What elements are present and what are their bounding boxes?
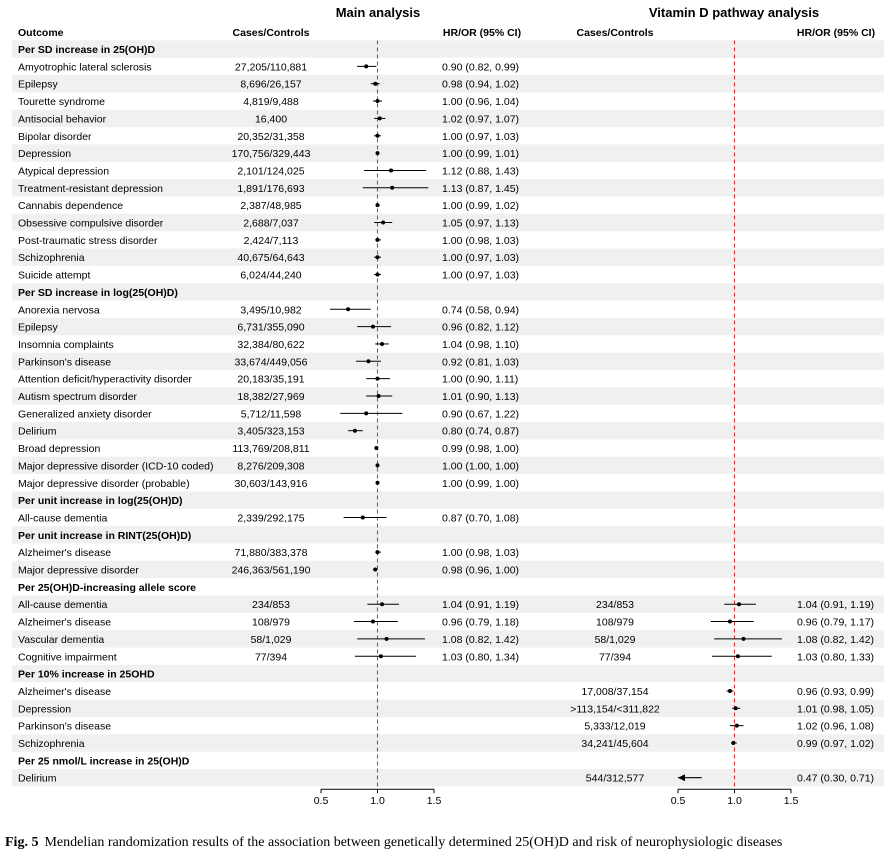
group-header: Per unit increase in log(25(OH)D) bbox=[18, 495, 183, 508]
main-point-estimate bbox=[377, 394, 381, 398]
main-point-estimate bbox=[380, 602, 384, 606]
main-ci-mark bbox=[354, 620, 398, 624]
main-cases-controls: 77/394 bbox=[254, 651, 288, 664]
figure-label: Fig. 5 bbox=[5, 835, 39, 850]
main-cases-controls: 20,352/31,358 bbox=[237, 130, 305, 143]
main-ci-mark bbox=[364, 168, 426, 172]
main-point-estimate bbox=[376, 151, 380, 155]
vitd-hr-column-header: HR/OR (95% CI) bbox=[796, 27, 876, 39]
main-hr-or-ci: 1.00 (0.97, 1.03) bbox=[442, 252, 520, 265]
main-point-estimate bbox=[374, 446, 378, 450]
main-hr-or-ci: 0.98 (0.96, 1.00) bbox=[442, 564, 520, 577]
main-cases-controls: 2,688/7,037 bbox=[243, 217, 299, 230]
outcome-label: Tourette syndrome bbox=[18, 96, 105, 109]
main-hr-or-ci: 1.01 (0.90, 1.13) bbox=[442, 391, 520, 403]
main-cases-controls: 234/853 bbox=[252, 599, 290, 612]
outcome-label: Delirium bbox=[18, 772, 57, 785]
main-cases-controls: 170,756/329,443 bbox=[231, 148, 311, 161]
outcome-label: Amyotrophic lateral sclerosis bbox=[18, 61, 152, 74]
main-point-estimate bbox=[371, 325, 375, 329]
outcome-label: Parkinson's disease bbox=[18, 356, 112, 369]
main-point-estimate bbox=[389, 168, 393, 172]
main-cases-controls: 8,696/26,157 bbox=[240, 78, 302, 91]
vitd-x-tick-label: 1.5 bbox=[783, 795, 799, 808]
main-point-estimate bbox=[373, 568, 377, 572]
main-analysis-title: Main analysis bbox=[335, 5, 421, 20]
main-hr-or-ci: 0.87 (0.70, 1.08) bbox=[442, 512, 520, 525]
vitd-cases-column-header: Cases/Controls bbox=[576, 27, 654, 39]
vitd-point-estimate bbox=[735, 724, 739, 728]
vitd-cases-controls: 17,008/37,154 bbox=[581, 685, 649, 698]
main-hr-or-ci: 1.00 (1.00, 1.00) bbox=[442, 460, 520, 473]
main-cases-controls: 20,183/35,191 bbox=[237, 373, 305, 386]
group-header: Per SD increase in 25(OH)D bbox=[18, 44, 156, 56]
vitd-hr-or-ci: 0.47 (0.30, 0.71) bbox=[797, 772, 875, 785]
main-cases-controls: 33,674/449,056 bbox=[234, 356, 308, 369]
main-ci-mark bbox=[375, 238, 381, 242]
main-cases-controls: 40,675/64,643 bbox=[237, 252, 305, 265]
main-point-estimate bbox=[376, 203, 380, 207]
outcome-label: Bipolar disorder bbox=[18, 130, 92, 143]
vitd-cases-controls: 544/312,577 bbox=[585, 772, 645, 785]
main-ci-mark bbox=[376, 481, 380, 485]
outcome-label: All-cause dementia bbox=[18, 599, 108, 612]
group-header: Per SD increase in log(25(OH)D) bbox=[18, 286, 178, 299]
main-point-estimate bbox=[376, 134, 380, 138]
vitd-point-estimate bbox=[728, 689, 732, 693]
main-hr-or-ci: 0.96 (0.79, 1.18) bbox=[442, 616, 520, 629]
main-hr-or-ci: 0.96 (0.82, 1.12) bbox=[442, 321, 520, 334]
vitd-hr-or-ci: 0.96 (0.93, 0.99) bbox=[797, 685, 875, 698]
main-point-estimate bbox=[361, 515, 365, 519]
main-cases-controls: 58/1,029 bbox=[250, 633, 292, 646]
main-cases-controls: 2,339/292,175 bbox=[237, 512, 305, 525]
main-hr-or-ci: 1.03 (0.80, 1.34) bbox=[442, 651, 520, 664]
main-hr-or-ci: 1.00 (0.99, 1.00) bbox=[442, 477, 520, 490]
outcome-label: Suicide attempt bbox=[18, 269, 91, 282]
vitd-x-tick-label: 1.0 bbox=[727, 795, 742, 808]
main-hr-or-ci: 1.00 (0.98, 1.03) bbox=[442, 234, 520, 247]
group-header: Per 25 nmol/L increase in 25(OH)D bbox=[18, 755, 190, 768]
main-hr-or-ci: 1.00 (0.99, 1.02) bbox=[442, 200, 520, 213]
shaded-row-band bbox=[12, 734, 884, 751]
outcome-label: Parkinson's disease bbox=[18, 720, 112, 733]
main-cases-column-header: Cases/Controls bbox=[232, 27, 310, 39]
outcome-label: Epilepsy bbox=[18, 78, 58, 91]
vitd-hr-or-ci: 1.04 (0.91, 1.19) bbox=[797, 599, 875, 612]
outcome-label: Antisocial behavior bbox=[18, 113, 107, 126]
outcome-label: Schizophrenia bbox=[18, 252, 85, 265]
main-hr-or-ci: 0.80 (0.74, 0.87) bbox=[442, 425, 520, 438]
shaded-row-band bbox=[12, 769, 884, 786]
outcome-label: Insomnia complaints bbox=[18, 338, 114, 351]
main-ci-mark bbox=[366, 377, 390, 381]
outcome-label: Treatment-resistant depression bbox=[18, 182, 163, 195]
main-point-estimate bbox=[366, 359, 370, 363]
main-cases-controls: 71,880/383,378 bbox=[234, 547, 308, 560]
main-ci-mark bbox=[357, 64, 376, 68]
main-cases-controls: 4,819/9,488 bbox=[243, 96, 299, 109]
outcome-label: Broad depression bbox=[18, 443, 101, 456]
outcome-label: Alzheimer's disease bbox=[18, 685, 112, 698]
outcome-label: Generalized anxiety disorder bbox=[18, 408, 152, 421]
main-hr-or-ci: 1.00 (0.97, 1.03) bbox=[442, 130, 520, 143]
main-hr-or-ci: 0.74 (0.58, 0.94) bbox=[442, 304, 520, 317]
main-cases-controls: 113,769/208,811 bbox=[232, 443, 310, 456]
main-ci-mark bbox=[376, 151, 380, 155]
main-ci-mark bbox=[374, 446, 378, 450]
vitd-cases-controls: 108/979 bbox=[596, 616, 634, 629]
outcome-label: Vascular dementia bbox=[18, 633, 105, 646]
figure-caption bbox=[5, 835, 885, 851]
outcome-label: Cannabis dependence bbox=[18, 200, 124, 213]
main-hr-or-ci: 0.98 (0.94, 1.02) bbox=[442, 78, 520, 91]
main-hr-or-ci: 1.00 (0.99, 1.01) bbox=[442, 148, 520, 161]
main-cases-controls: 6,024/44,240 bbox=[240, 269, 302, 282]
vitd-hr-or-ci: 0.99 (0.97, 1.02) bbox=[797, 738, 875, 750]
vitd-hr-or-ci: 0.96 (0.79, 1.17) bbox=[797, 616, 875, 629]
vitd-cases-controls: 58/1,029 bbox=[594, 633, 636, 646]
main-point-estimate bbox=[376, 377, 380, 381]
vitd-cases-controls: 77/394 bbox=[598, 651, 632, 664]
main-hr-or-ci: 0.90 (0.82, 0.99) bbox=[442, 61, 520, 74]
outcome-label: Anorexia nervosa bbox=[18, 304, 100, 317]
main-hr-or-ci: 0.90 (0.67, 1.22) bbox=[442, 408, 520, 421]
main-cases-controls: 6,731/355,090 bbox=[237, 321, 305, 334]
main-point-estimate bbox=[390, 186, 394, 190]
main-point-estimate bbox=[376, 99, 380, 103]
main-hr-or-ci: 1.02 (0.97, 1.07) bbox=[442, 113, 520, 126]
main-hr-or-ci: 0.99 (0.98, 1.00) bbox=[442, 443, 520, 456]
main-x-tick-label: 1.0 bbox=[370, 795, 385, 808]
main-cases-controls: 3,405/323,153 bbox=[237, 425, 305, 438]
outcome-label: Post-traumatic stress disorder bbox=[18, 234, 158, 247]
vitd-point-estimate bbox=[742, 637, 746, 641]
vitd-ci-mark bbox=[730, 724, 744, 728]
main-hr-or-ci: 0.92 (0.81, 1.03) bbox=[442, 356, 520, 369]
main-hr-or-ci: 1.00 (0.98, 1.03) bbox=[442, 547, 520, 560]
group-header: Per unit increase in RINT(25(OH)D) bbox=[18, 529, 192, 542]
vitd-ci-mark bbox=[712, 654, 772, 658]
main-point-estimate bbox=[376, 273, 380, 277]
outcome-label: Epilepsy bbox=[18, 321, 58, 334]
main-cases-controls: 27,205/110,881 bbox=[234, 61, 308, 74]
outcome-label: Delirium bbox=[18, 425, 57, 438]
x-axes bbox=[314, 789, 799, 807]
group-header: Per 25(OH)D-increasing allele score bbox=[18, 581, 196, 594]
main-hr-or-ci: 1.00 (0.96, 1.04) bbox=[442, 96, 520, 109]
main-hr-or-ci: 1.00 (0.90, 1.11) bbox=[442, 373, 519, 386]
main-cases-controls: 246,363/561,190 bbox=[231, 564, 311, 577]
main-cases-controls: 30,603/143,916 bbox=[234, 477, 308, 490]
vitd-ci-mark bbox=[727, 689, 734, 693]
main-point-estimate bbox=[378, 116, 382, 120]
vitd-point-estimate bbox=[728, 620, 732, 624]
outcome-label: Cognitive impairment bbox=[18, 651, 117, 664]
main-ci-mark bbox=[373, 99, 382, 103]
main-point-estimate bbox=[364, 411, 368, 415]
main-point-estimate bbox=[380, 342, 384, 346]
vitd-hr-or-ci: 1.02 (0.96, 1.08) bbox=[797, 720, 875, 733]
vitd-ci-mark bbox=[711, 620, 754, 624]
group-header: Per 10% increase in 25OHD bbox=[18, 668, 155, 681]
main-point-estimate bbox=[353, 429, 357, 433]
vitd-x-tick-label: 0.5 bbox=[670, 795, 686, 808]
main-ci-mark bbox=[374, 273, 381, 277]
main-point-estimate bbox=[364, 64, 368, 68]
outcome-label: Obsessive compulsive disorder bbox=[18, 217, 164, 230]
outcome-label: Autism spectrum disorder bbox=[18, 391, 138, 403]
main-hr-or-ci: 1.05 (0.97, 1.13) bbox=[442, 217, 520, 230]
vitd-hr-or-ci: 1.08 (0.82, 1.42) bbox=[797, 633, 875, 646]
shaded-row-band bbox=[12, 700, 884, 717]
main-x-tick-label: 0.5 bbox=[313, 795, 329, 808]
outcome-label: Alzheimer's disease bbox=[18, 616, 112, 629]
main-point-estimate bbox=[379, 654, 383, 658]
outcome-label: Alzheimer's disease bbox=[18, 547, 112, 560]
vitd-point-estimate bbox=[736, 654, 740, 658]
main-ci-mark bbox=[374, 134, 381, 138]
main-hr-or-ci: 1.13 (0.87, 1.45) bbox=[442, 182, 520, 195]
main-x-tick-label: 1.5 bbox=[426, 795, 442, 808]
main-cases-controls: 3,495/10,982 bbox=[240, 304, 302, 317]
outcome-label: Schizophrenia bbox=[18, 738, 85, 750]
main-ci-mark bbox=[344, 515, 387, 519]
outcome-column-header: Outcome bbox=[18, 27, 64, 39]
main-cases-controls: 1,891/176,693 bbox=[237, 182, 305, 195]
main-hr-column-header: HR/OR (95% CI) bbox=[442, 27, 522, 39]
vitd-analysis-title: Vitamin D pathway analysis bbox=[648, 5, 820, 20]
main-point-estimate bbox=[373, 82, 377, 86]
outcome-label: Major depressive disorder bbox=[18, 564, 139, 577]
outcome-label: Depression bbox=[18, 703, 72, 716]
main-point-estimate bbox=[376, 550, 380, 554]
main-ci-mark bbox=[376, 203, 380, 207]
vitd-cases-controls: 34,241/45,604 bbox=[581, 738, 649, 750]
outcome-label: Depression bbox=[18, 148, 72, 161]
main-point-estimate bbox=[381, 221, 385, 225]
main-hr-or-ci: 1.04 (0.98, 1.10) bbox=[442, 338, 520, 351]
figure-caption-text: Mendelian randomization results of the association between genetically determined 25(OH)D and risk of neurophysiologic diseases bbox=[44, 835, 783, 850]
main-ci-mark bbox=[375, 550, 381, 554]
main-point-estimate bbox=[346, 307, 350, 311]
vitd-hr-or-ci: 1.03 (0.80, 1.33) bbox=[797, 651, 875, 664]
outcome-label: Major depressive disorder (ICD-10 coded) bbox=[18, 460, 214, 473]
main-cases-controls: 16,400 bbox=[254, 113, 288, 126]
main-cases-controls: 8,276/209,308 bbox=[237, 460, 305, 473]
main-point-estimate bbox=[371, 620, 375, 624]
vitd-point-estimate bbox=[737, 602, 741, 606]
main-cases-controls: 18,382/27,969 bbox=[237, 391, 305, 403]
main-cases-controls: 108/979 bbox=[252, 616, 290, 629]
vitd-cases-controls: >113,154/<311,822 bbox=[570, 703, 660, 716]
main-hr-or-ci: 1.04 (0.91, 1.19) bbox=[442, 599, 520, 612]
main-cases-controls: 2,387/48,985 bbox=[240, 200, 302, 213]
main-point-estimate bbox=[385, 637, 389, 641]
main-ci-mark bbox=[355, 654, 416, 658]
main-point-estimate bbox=[376, 255, 380, 259]
main-point-estimate bbox=[376, 238, 380, 242]
main-hr-or-ci: 1.00 (0.97, 1.03) bbox=[442, 269, 520, 282]
main-ci-mark bbox=[376, 463, 380, 467]
vitd-point-estimate bbox=[734, 706, 738, 710]
outcome-label: All-cause dementia bbox=[18, 512, 108, 525]
main-hr-or-ci: 1.08 (0.82, 1.42) bbox=[442, 633, 520, 646]
main-cases-controls: 5,712/11,598 bbox=[240, 408, 302, 421]
main-ci-mark bbox=[330, 307, 371, 311]
outcome-label: Atypical depression bbox=[18, 165, 110, 178]
vitd-hr-or-ci: 1.01 (0.98, 1.05) bbox=[797, 703, 875, 716]
main-cases-controls: 2,424/7,113 bbox=[243, 234, 299, 247]
main-ci-mark bbox=[340, 411, 402, 415]
main-point-estimate bbox=[376, 463, 380, 467]
main-cases-controls: 2,101/124,025 bbox=[237, 165, 305, 178]
outcome-label: Attention deficit/hyperactivity disorder bbox=[18, 373, 192, 386]
vitd-cases-controls: 5,333/12,019 bbox=[584, 720, 646, 733]
main-hr-or-ci: 1.12 (0.88, 1.43) bbox=[442, 165, 520, 178]
outcome-label: Major depressive disorder (probable) bbox=[18, 477, 190, 490]
vitd-cases-controls: 234/853 bbox=[596, 599, 634, 612]
main-point-estimate bbox=[376, 481, 380, 485]
main-cases-controls: 32,384/80,622 bbox=[237, 338, 305, 351]
vitd-point-estimate bbox=[731, 741, 735, 745]
